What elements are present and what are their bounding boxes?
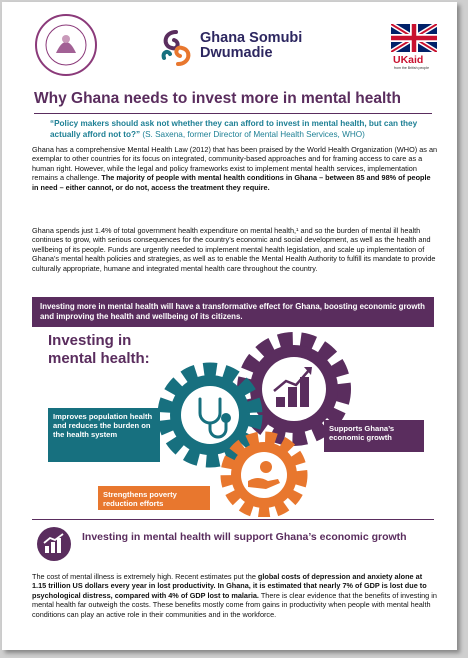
paragraph-1-text: Ghana has a comprehensive Mental Health Law (2012) that has been praised by the World Health Organization (WHO) as an exemplar to other countries for its focus on integrated, community-based approaches and for framing access to care as a human right. However, while the legal and policy frameworks exist to implement mental health services, implementation remains a challenge. — [32, 145, 438, 183]
paragraph-1 — [32, 145, 438, 192]
ukaid-logo — [390, 24, 440, 72]
orange-gear — [226, 437, 302, 513]
quote-attribution: (S. Saxena, former Director of Mental Health Services, WHO) — [140, 130, 365, 139]
paragraph-3-text-1: The cost of mental illness is extremely high. Recent estimates put the — [32, 572, 258, 581]
growth-benefit-box: Supports Ghana’s economic growth — [324, 420, 424, 452]
paragraph-3-bold: global costs of depression and anxiety alone at 1.15 trillion US dollars every year in lost productivity. In Ghana, it is estimated that nearly 7% of GDP is lost due to psychological distress, compared with 4% of GDP lost to malaria. — [32, 572, 427, 600]
quote-text: “Policy makers should ask not whether they can afford to invest in mental health, but can they actually afford not to?” — [50, 119, 418, 139]
ghana-somubi-dwumadie-logo — [158, 28, 348, 68]
paragraph-3-text-2: There is clear evidence that the benefits of investing in mental health far outweigh the costs. These benefits mostly come from gains in productivity when people with mental health conditions can play an active role in their communities and in the workforce. — [32, 590, 437, 619]
diagram-title — [48, 332, 150, 368]
health-benefit-box: Improves population health and reduces the burden on the health system — [48, 408, 160, 462]
growth-chart-icon — [36, 526, 72, 562]
key-message-banner: Investing more in mental health will have a transformative effect for Ghana, boosting economic growth and improving the health and wellbeing of its citizens. — [32, 297, 434, 327]
paragraph-2: Ghana spends just 1.4% of total government health expenditure on mental health,¹ and so the burden of mental ill health continues to grow, with serious consequences for the country’s economic and social development, as well as the health and wellbeing of its people. Funds are urgently needed to implement mental health legislation, and scale up implementation of Ghana’s mental health policies and strategies, as well as to enable the Mental Health Authority to fulfill its mandate to provide culturally appropriate, humane and integrated mental health care throughout the country. — [32, 226, 436, 273]
union-flag-icon — [391, 24, 437, 52]
section-divider — [32, 519, 434, 520]
ukaid-label: UKaid — [393, 54, 424, 66]
brand-swirl-icon — [158, 28, 194, 68]
paragraph-3 — [32, 572, 438, 619]
diagram-title-line-2: mental health: — [48, 350, 150, 367]
mental-health-authority-seal — [34, 13, 98, 77]
ukaid-sub: from the British people — [394, 66, 430, 70]
diagram-title-line-1: Investing in — [48, 332, 132, 349]
brand-line-1: Ghana Somubi — [200, 30, 303, 46]
title-divider — [34, 113, 432, 114]
poverty-benefit-box: Strengthens poverty reduction efforts — [98, 486, 210, 510]
brand-line-2: Dwumadie — [200, 45, 273, 61]
document-page — [2, 2, 457, 650]
paragraph-1-bold: The majority of people with mental health conditions in Ghana – between 85 and 98% of people in need – either cannot, or do not, access the treatment they require. — [32, 173, 431, 192]
page-title: Why Ghana needs to invest more in mental health — [34, 90, 401, 107]
pull-quote — [50, 118, 438, 140]
section-2-title: Investing in mental health will support Ghana’s economic growth — [82, 531, 407, 543]
